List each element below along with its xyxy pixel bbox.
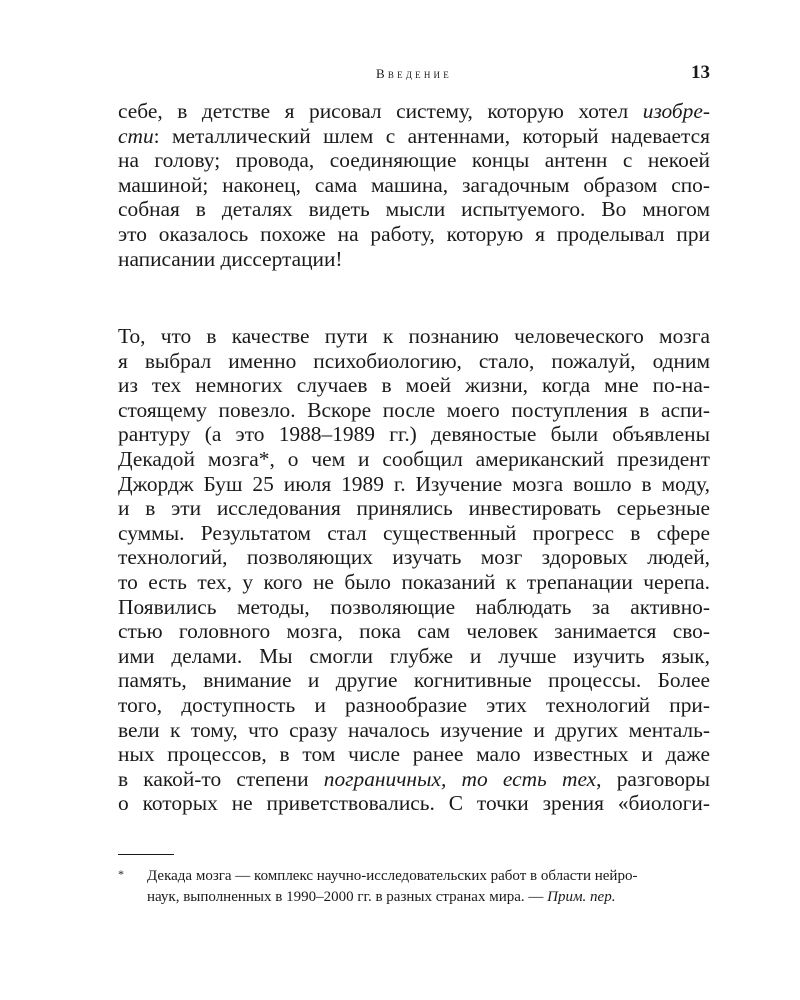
page-number: 13 bbox=[691, 62, 710, 83]
text-line: То, что в качестве пути к познанию человеческого мозга bbox=[118, 324, 710, 348]
footnote-line: наук, выполненных в 1990–2000 гг. в разных странах мира. — Прим. пер. bbox=[147, 888, 616, 905]
footnote-text bbox=[147, 866, 710, 907]
text-line: на голову; провода, соединяющие концы антенн с некоей bbox=[118, 148, 710, 173]
text-line: вели к тому, что сразу началось изучение и других менталь- bbox=[118, 717, 710, 742]
text-line: собная в деталях видеть мысли испытуемого. Во многом bbox=[118, 197, 710, 222]
text-line: рантуру (а это 1988–1989 гг.) девяностые были объявлены bbox=[118, 422, 710, 447]
text-line: стоящему повезло. Вскоре после моего поступления в аспи- bbox=[118, 397, 710, 422]
text-line: из тех немногих случаев в моей жизни, когда мне по-на- bbox=[118, 373, 710, 398]
text-line: Декадой мозга*, о чем и сообщил американский президент bbox=[118, 446, 710, 471]
text-line: ных процессов, в том числе ранее мало известных и даже bbox=[118, 742, 710, 767]
text-line: стью головного мозга, пока сам человек занимается сво- bbox=[118, 619, 710, 644]
text-line: о которых не приветствовались. С точки зрения «биологи- bbox=[118, 791, 710, 816]
italic-text: сти bbox=[118, 123, 154, 148]
paragraph-2 bbox=[118, 324, 710, 816]
text-line: это оказалось похоже на работу, которую я проделывал при bbox=[118, 221, 710, 246]
italic-text: Прим. пер. bbox=[547, 888, 616, 905]
footnote bbox=[118, 866, 710, 907]
text-line: то есть тех, у кого не было показаний к трепанации черепа. bbox=[118, 569, 710, 594]
text-line: и в эти исследования принялись инвестировать серьезные bbox=[118, 496, 710, 521]
text-line: суммы. Результатом стал существенный прогресс в сфере bbox=[118, 520, 710, 545]
text-line: написании диссертации! bbox=[118, 246, 343, 271]
text-line: технологий, позволяющих изучать мозг здоровых людей, bbox=[118, 545, 710, 570]
text-line: Джордж Буш 25 июля 1989 г. Изучение мозга вошло в моду, bbox=[118, 471, 710, 496]
footnote-line: Декада мозга — комплекс научно-исследовательских работ в области нейро- bbox=[147, 868, 638, 884]
chapter-title: Введение bbox=[376, 66, 452, 81]
italic-text: изобре- bbox=[642, 99, 710, 123]
text-line: машиной; наконец, сама машина, загадочным образом спо- bbox=[118, 172, 710, 197]
running-header bbox=[118, 62, 710, 86]
italic-text: пограничных, то есть тех bbox=[323, 766, 597, 791]
text-line: память, внимание и другие когнитивные процессы. Более bbox=[118, 668, 710, 693]
footnote-marker: * bbox=[118, 867, 124, 881]
text-line: я выбрал именно психобиологию, стало, пожалуй, одним bbox=[118, 348, 710, 373]
paragraph-1 bbox=[118, 99, 710, 271]
text-line: ими делами. Мы смогли глубже и лучше изучить язык, bbox=[118, 643, 710, 668]
text-line: сти: металлический шлем с антеннами, который надевается bbox=[118, 123, 710, 148]
text-line: Появились методы, позволяющие наблюдать за активно- bbox=[118, 594, 710, 619]
text-line: того, доступность и разнообразие этих технологий при- bbox=[118, 692, 710, 717]
footnote-divider bbox=[118, 854, 174, 855]
text-line: себе, в детстве я рисовал систему, которую хотел изобре- bbox=[118, 99, 710, 123]
text-line: в какой-то степени пограничных, то есть тех, разговоры bbox=[118, 766, 710, 791]
